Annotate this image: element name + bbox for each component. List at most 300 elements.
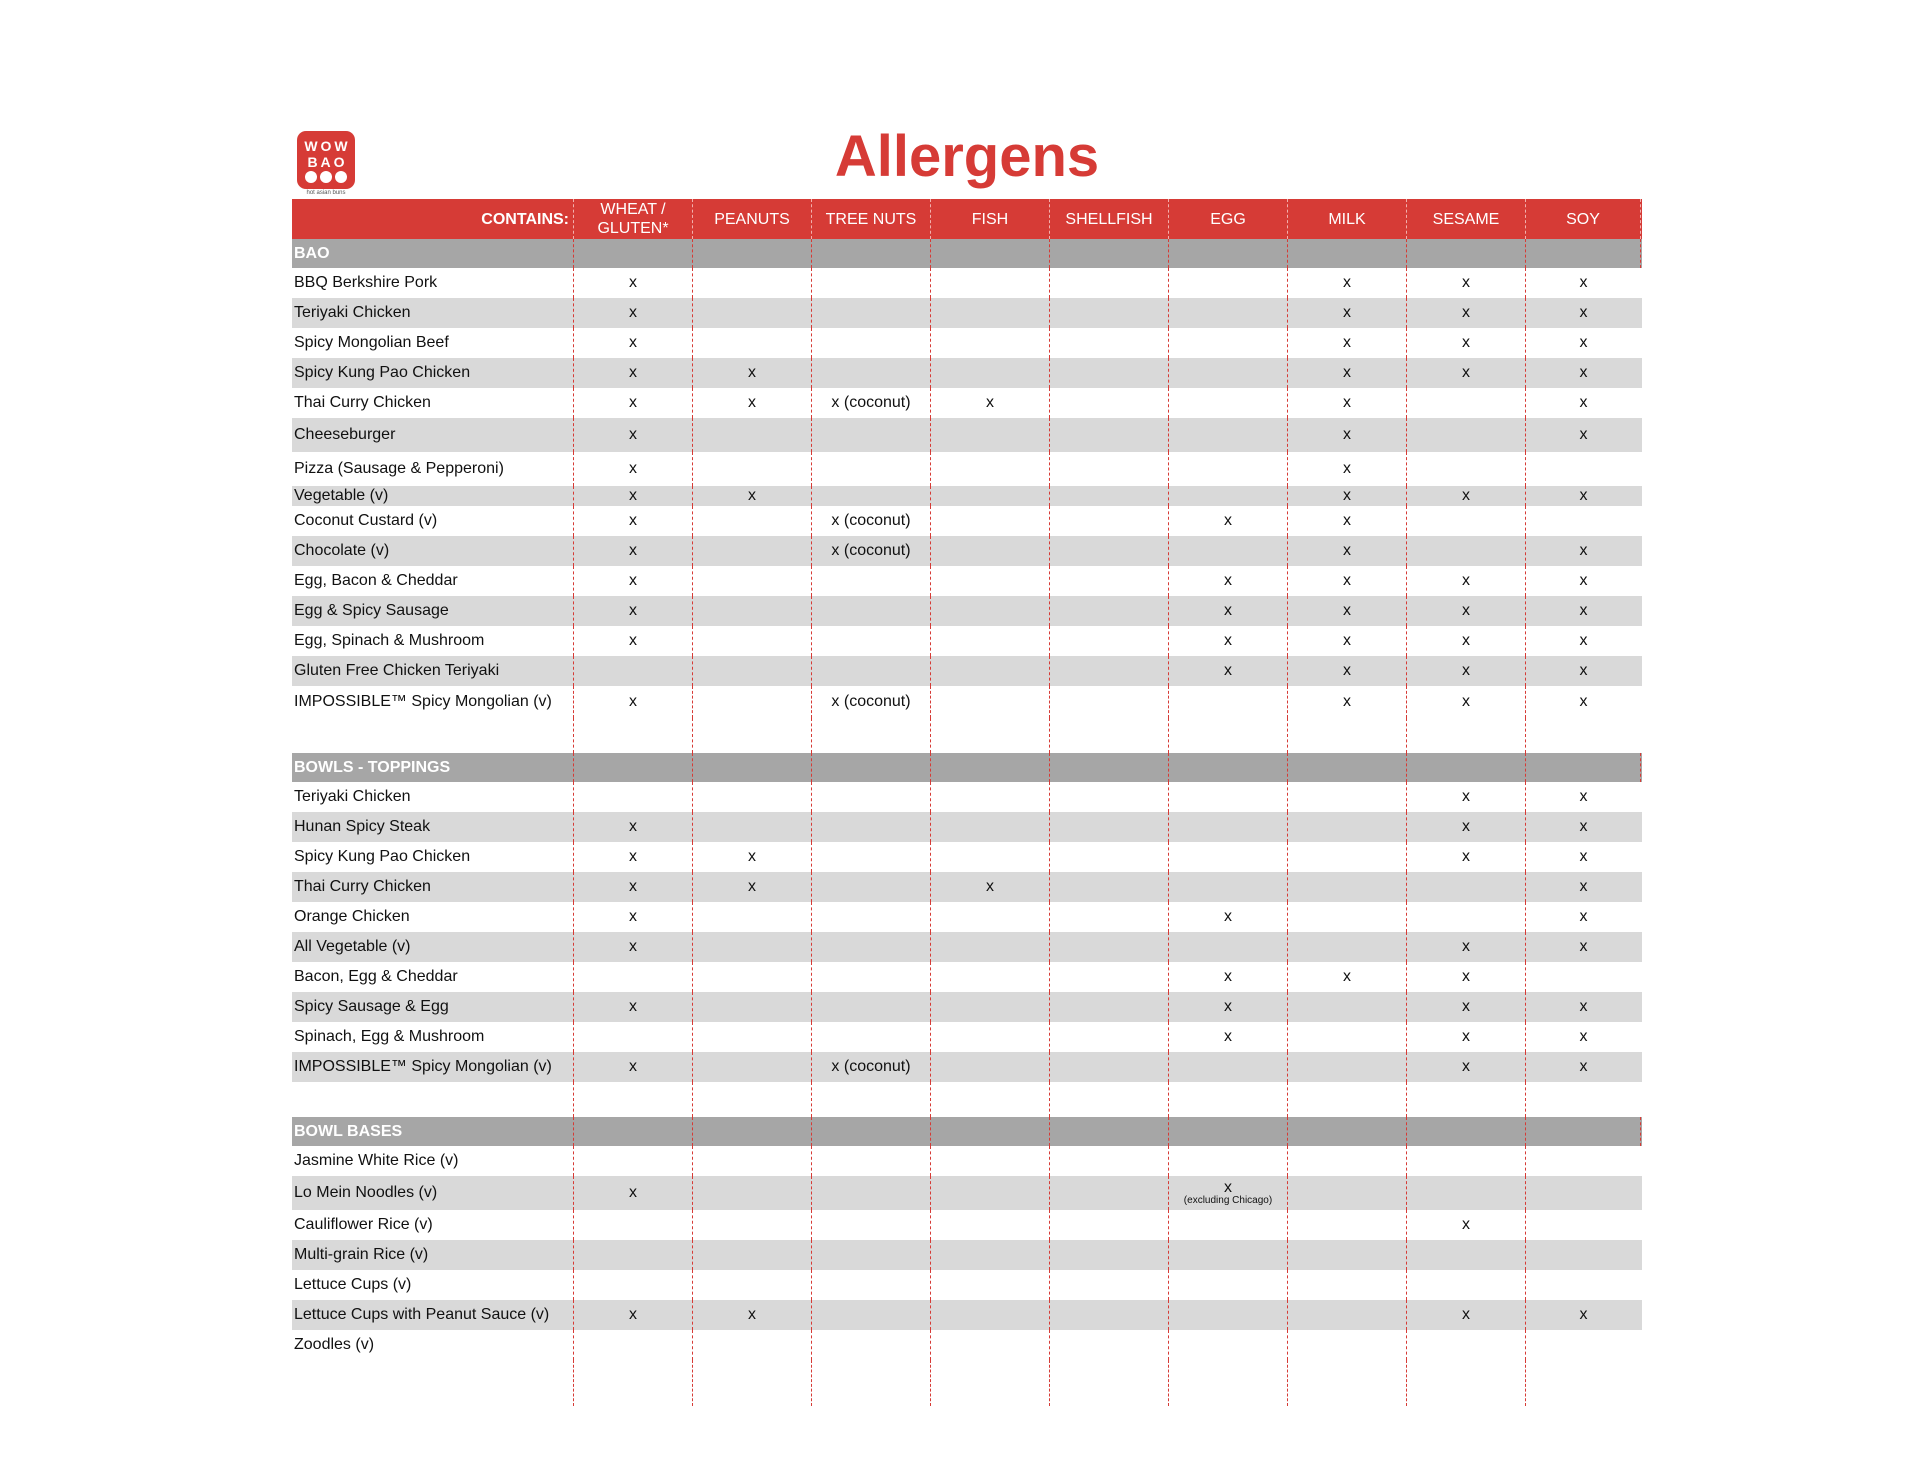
allergen-cell: [693, 506, 812, 536]
item-name: Cauliflower Rice (v): [292, 1210, 574, 1240]
allergen-cell: x: [1579, 878, 1588, 895]
section-cell: [693, 753, 812, 782]
contains-label: CONTAINS:: [292, 199, 574, 239]
allergen-cell: x: [574, 388, 693, 418]
allergen-cell: x: [574, 418, 693, 452]
allergen-cell: [1169, 452, 1288, 486]
allergen-cell: [1407, 902, 1526, 932]
allergen-cell: [693, 656, 812, 686]
section-spacer: [292, 1360, 1642, 1406]
allergen-cell: [931, 1146, 1050, 1176]
allergen-cell: [931, 452, 1050, 486]
table-row: [292, 1176, 1642, 1210]
allergen-cell: [1169, 872, 1288, 902]
section-cell: [1050, 753, 1169, 782]
section-cell: [812, 239, 931, 268]
allergen-cell: x: [1407, 1022, 1526, 1052]
item-name: Egg & Spicy Sausage: [292, 596, 574, 626]
allergen-cell: x: [1579, 1028, 1588, 1045]
section-title: BOWLS - TOPPINGS: [292, 753, 574, 782]
spacer-cell: [292, 1360, 574, 1406]
item-name: Bacon, Egg & Cheddar: [292, 962, 574, 992]
column-header: MILK: [1288, 199, 1407, 239]
allergen-cell: [1050, 328, 1169, 358]
allergen-cell: [931, 1330, 1050, 1360]
allergen-cell: x: [1579, 426, 1588, 443]
column-header: TREE NUTS: [812, 199, 931, 239]
allergen-cell: [1050, 298, 1169, 328]
allergen-cell: [931, 1210, 1050, 1240]
allergen-cell: x: [1407, 782, 1526, 812]
allergen-cell: [1050, 1240, 1169, 1270]
item-name: Thai Curry Chicken: [292, 388, 574, 418]
allergen-cell: [1169, 268, 1288, 298]
allergen-cell: [812, 992, 931, 1022]
allergen-cell: [1288, 1330, 1407, 1360]
allergen-cell: x (coconut): [812, 388, 931, 418]
allergen-cell: [693, 596, 812, 626]
allergen-cell: x: [1169, 566, 1288, 596]
table-row: [292, 1146, 1642, 1176]
allergen-cell: x: [1579, 602, 1588, 619]
allergen-cell: x: [1169, 626, 1288, 656]
allergen-cell: x: [1169, 962, 1288, 992]
column-header: SESAME: [1407, 199, 1526, 239]
item-name: IMPOSSIBLE™ Spicy Mongolian (v): [292, 1052, 574, 1082]
table-row: [292, 1240, 1642, 1270]
spacer-cell: [1526, 1360, 1641, 1406]
spacer-cell: [693, 1082, 812, 1117]
allergen-cell: x (coconut): [812, 506, 931, 536]
allergen-cell: [1050, 452, 1169, 486]
item-name: Egg, Spinach & Mushroom: [292, 626, 574, 656]
table-row: [292, 268, 1642, 298]
allergen-cell: x: [574, 1052, 693, 1082]
allergen-cell: [931, 842, 1050, 872]
allergen-cell: [931, 328, 1050, 358]
allergen-cell: [1288, 812, 1407, 842]
allergen-cell: x: [1407, 268, 1526, 298]
allergen-cell: x: [1407, 656, 1526, 686]
allergen-cell: x: [1288, 626, 1407, 656]
logo-tagline: hot asian buns: [306, 190, 346, 196]
allergen-cell: [931, 536, 1050, 566]
allergen-cell: x: [1288, 506, 1407, 536]
table-row: [292, 388, 1642, 418]
allergen-cell: [1050, 486, 1169, 506]
allergen-cell: [574, 1146, 693, 1176]
allergen-cell: [693, 1022, 812, 1052]
spacer-cell: [1050, 1360, 1169, 1406]
allergen-cell: [693, 626, 812, 656]
spacer-cell: [1526, 1082, 1641, 1117]
allergen-cell: x: [1407, 596, 1526, 626]
allergen-cell: [1169, 1330, 1288, 1360]
allergen-cell: x: [574, 1300, 693, 1330]
table-row: [292, 486, 1642, 506]
section-cell: [1050, 239, 1169, 268]
allergen-cell: [693, 328, 812, 358]
allergen-cell: x: [1579, 998, 1588, 1015]
spacer-cell: [1407, 1360, 1526, 1406]
allergen-cell: [812, 328, 931, 358]
allergen-cell: x: [1288, 596, 1407, 626]
allergen-cell: x: [574, 536, 693, 566]
spacer-cell: [1050, 718, 1169, 753]
allergen-cell: [1050, 902, 1169, 932]
allergen-cell: [812, 1210, 931, 1240]
allergen-cell: [931, 626, 1050, 656]
allergen-cell: [1050, 992, 1169, 1022]
allergen-cell: [1050, 596, 1169, 626]
allergen-cell: x: [1407, 298, 1526, 328]
allergen-cell: [1169, 486, 1288, 506]
table-row: [292, 566, 1642, 596]
allergen-cell: [1169, 536, 1288, 566]
allergen-cell: [1050, 388, 1169, 418]
spacer-cell: [931, 718, 1050, 753]
allergen-cell: x: [1579, 693, 1588, 710]
allergen-cell: [1288, 1146, 1407, 1176]
allergen-cell: [1288, 932, 1407, 962]
allergen-cell: [931, 1052, 1050, 1082]
allergen-cell: [931, 1176, 1050, 1210]
column-header: PEANUTS: [693, 199, 812, 239]
item-name: Spinach, Egg & Mushroom: [292, 1022, 574, 1052]
allergen-cell: [1169, 418, 1288, 452]
item-name: Chocolate (v): [292, 536, 574, 566]
allergen-cell: [1526, 1176, 1641, 1210]
allergen-cell: x: [1579, 542, 1588, 559]
allergen-cell: [1050, 626, 1169, 656]
allergen-cell: x: [574, 1176, 693, 1210]
table-row: [292, 962, 1642, 992]
allergen-cell: [812, 268, 931, 298]
item-name: Zoodles (v): [292, 1330, 574, 1360]
spacer-cell: [693, 718, 812, 753]
allergen-cell: [1288, 1022, 1407, 1052]
allergen-cell: [1169, 388, 1288, 418]
allergen-cell: x: [1579, 1306, 1588, 1323]
table-row: [292, 536, 1642, 566]
allergen-cell: [1050, 1330, 1169, 1360]
allergen-cell: x: [1288, 452, 1407, 486]
column-header: FISH: [931, 199, 1050, 239]
allergen-cell: x: [574, 932, 693, 962]
allergen-cell: [574, 1210, 693, 1240]
table-row: [292, 506, 1642, 536]
allergen-cell: x: [1579, 394, 1588, 411]
allergen-cell: [1526, 1330, 1641, 1360]
allergen-cell: x: [1579, 848, 1588, 865]
spacer-cell: [1050, 1082, 1169, 1117]
section-header-row: [292, 753, 1642, 782]
section-cell: [1169, 1117, 1288, 1146]
allergen-cell: x (coconut): [812, 1052, 931, 1082]
allergen-cell: x: [1579, 938, 1588, 955]
spacer-cell: [574, 1360, 693, 1406]
allergen-cell: x: [574, 358, 693, 388]
allergen-cell: [1407, 1330, 1526, 1360]
allergen-cell: x: [1579, 1058, 1588, 1075]
section-spacer: [292, 718, 1642, 753]
allergen-cell: [1050, 962, 1169, 992]
allergen-cell: x: [1169, 1022, 1288, 1052]
allergen-cell: [693, 1176, 812, 1210]
allergen-cell: [931, 1270, 1050, 1300]
allergen-cell: x: [693, 388, 812, 418]
allergen-cell: [1407, 872, 1526, 902]
allergen-cell: x: [1407, 358, 1526, 388]
allergen-cell: [931, 596, 1050, 626]
allergen-cell: [1407, 388, 1526, 418]
allergen-cell: x: [693, 1300, 812, 1330]
column-header: SOY: [1526, 199, 1641, 239]
allergen-cell: [1050, 1270, 1169, 1300]
allergen-cell: x: [1169, 596, 1288, 626]
item-name: Spicy Kung Pao Chicken: [292, 358, 574, 388]
allergen-cell: [1050, 358, 1169, 388]
item-name: Orange Chicken: [292, 902, 574, 932]
allergen-cell: [812, 566, 931, 596]
allergen-cell: [812, 656, 931, 686]
section-cell: [1288, 753, 1407, 782]
section-cell: [1526, 753, 1641, 782]
allergen-cell: [931, 686, 1050, 718]
allergen-cell: [931, 1022, 1050, 1052]
item-name: Vegetable (v): [292, 486, 574, 506]
allergen-cell: [1169, 328, 1288, 358]
item-name: Lettuce Cups with Peanut Sauce (v): [292, 1300, 574, 1330]
allergen-cell: [574, 1240, 693, 1270]
allergen-cell: [812, 1330, 931, 1360]
allergen-cell: [693, 962, 812, 992]
allergen-cell: [812, 298, 931, 328]
allergen-cell: x: [574, 328, 693, 358]
section-cell: [693, 1117, 812, 1146]
item-name: Lo Mein Noodles (v): [292, 1176, 574, 1210]
allergen-cell: [812, 452, 931, 486]
section-header-row: [292, 239, 1642, 268]
allergen-cell: [1288, 902, 1407, 932]
allergen-cell: [1169, 686, 1288, 718]
allergen-cell: [574, 1270, 693, 1300]
allergen-cell: [931, 486, 1050, 506]
allergen-cell: x: [1579, 487, 1588, 504]
item-name: Pizza (Sausage & Pepperoni): [292, 452, 574, 486]
table-row: [292, 932, 1642, 962]
spacer-cell: [812, 1360, 931, 1406]
spacer-cell: [1169, 1082, 1288, 1117]
allergen-cell: [931, 902, 1050, 932]
allergen-cell: x: [1407, 992, 1526, 1022]
allergen-cell: [1526, 962, 1641, 992]
table-row: [292, 1022, 1642, 1052]
item-name: All Vegetable (v): [292, 932, 574, 962]
section-cell: [931, 1117, 1050, 1146]
item-name: Teriyaki Chicken: [292, 298, 574, 328]
allergen-cell: x: [574, 842, 693, 872]
allergen-cell: [931, 358, 1050, 388]
allergen-cell: x: [574, 452, 693, 486]
allergen-cell: x: [1288, 268, 1407, 298]
spacer-cell: [1288, 1082, 1407, 1117]
allergen-cell: [1169, 298, 1288, 328]
allergen-cell: x: [1169, 902, 1288, 932]
allergen-cell: [1050, 656, 1169, 686]
table-row: [292, 812, 1642, 842]
allergen-cell: x: [574, 566, 693, 596]
allergen-cell: [1169, 782, 1288, 812]
item-name: IMPOSSIBLE™ Spicy Mongolian (v): [292, 686, 574, 718]
spacer-cell: [1526, 718, 1641, 753]
item-name: Spicy Sausage & Egg: [292, 992, 574, 1022]
spacer-cell: [812, 718, 931, 753]
allergen-cell: [1288, 1052, 1407, 1082]
allergen-cell: [931, 782, 1050, 812]
allergen-cell: x: [1288, 298, 1407, 328]
allergen-cell: x: [1288, 388, 1407, 418]
table-row: [292, 842, 1642, 872]
allergen-cell: x: [574, 486, 693, 506]
section-cell: [931, 753, 1050, 782]
section-cell: [1050, 1117, 1169, 1146]
allergen-cell: [931, 962, 1050, 992]
table-row: [292, 626, 1642, 656]
allergen-cell: [1169, 1300, 1288, 1330]
allergen-cell: x: [1579, 818, 1588, 835]
allergen-cell: [1169, 1146, 1288, 1176]
allergen-cell: x: [1579, 788, 1588, 805]
table-row: [292, 902, 1642, 932]
allergen-cell: [1050, 686, 1169, 718]
allergen-cell: x: [931, 872, 1050, 902]
spacer-cell: [292, 1082, 574, 1117]
allergen-cell: x: [1579, 304, 1588, 321]
section-cell: [812, 753, 931, 782]
column-header: SHELLFISH: [1050, 199, 1169, 239]
spacer-cell: [1169, 718, 1288, 753]
allergen-cell: x: [574, 992, 693, 1022]
spacer-cell: [1407, 718, 1526, 753]
allergen-cell: [1169, 842, 1288, 872]
allergen-cell: [693, 902, 812, 932]
section-cell: [931, 239, 1050, 268]
allergen-cell: [812, 932, 931, 962]
allergen-cell: x: [574, 872, 693, 902]
allergen-cell: [693, 932, 812, 962]
table-row: [292, 298, 1642, 328]
section-cell: [574, 753, 693, 782]
allergen-cell: [1050, 842, 1169, 872]
column-header: EGG: [1169, 199, 1288, 239]
item-name: Coconut Custard (v): [292, 506, 574, 536]
allergen-cell: [931, 992, 1050, 1022]
allergen-cell: x: [1407, 842, 1526, 872]
allergen-cell: [1526, 506, 1641, 536]
item-name: Spicy Kung Pao Chicken: [292, 842, 574, 872]
allergen-cell: [693, 418, 812, 452]
allergen-cell: x: [574, 902, 693, 932]
allergen-cell: [812, 962, 931, 992]
allergen-cell: [1407, 418, 1526, 452]
allergen-cell: x: [1407, 486, 1526, 506]
allergen-cell: [1526, 1146, 1641, 1176]
allergen-cell: [1050, 1300, 1169, 1330]
table-row: [292, 872, 1642, 902]
logo-wordmark-top: WOW: [304, 137, 351, 154]
allergen-cell: [1288, 842, 1407, 872]
allergen-cell: [1288, 1210, 1407, 1240]
allergen-cell: [1050, 506, 1169, 536]
allergen-cell: x: [1288, 656, 1407, 686]
allergen-cell: [1050, 268, 1169, 298]
allergen-cell: [1050, 1052, 1169, 1082]
allergen-cell: [812, 902, 931, 932]
allergen-cell: [693, 686, 812, 718]
spacer-cell: [1288, 718, 1407, 753]
allergen-cell: [693, 268, 812, 298]
allergen-cell: x: [1579, 662, 1588, 679]
allergen-cell: [1169, 1210, 1288, 1240]
allergen-cell: [1407, 1176, 1526, 1210]
allergen-cell: [1050, 1022, 1169, 1052]
allergen-cell: [1526, 1270, 1641, 1300]
allergen-cell: x (excluding Chicago): [1169, 1176, 1288, 1210]
allergen-cell: [1050, 1210, 1169, 1240]
allergen-cell: [1050, 1176, 1169, 1210]
allergen-cell: [1169, 812, 1288, 842]
spacer-cell: [574, 1082, 693, 1117]
allergen-cell: x: [693, 872, 812, 902]
allergen-cell: [931, 932, 1050, 962]
allergen-cell: [812, 1300, 931, 1330]
allergen-cell: [693, 1240, 812, 1270]
allergen-cell: [1169, 932, 1288, 962]
allergen-cell: [812, 1022, 931, 1052]
section-cell: [1288, 239, 1407, 268]
allergen-cell: x: [1407, 686, 1526, 718]
allergen-cell: [1526, 1210, 1641, 1240]
section-cell: [1169, 753, 1288, 782]
allergen-cell: x: [1579, 632, 1588, 649]
allergen-cell: [1169, 358, 1288, 388]
item-name: Cheeseburger: [292, 418, 574, 452]
spacer-cell: [931, 1082, 1050, 1117]
page-title: Allergens: [834, 124, 1100, 189]
allergen-cell: x: [1407, 328, 1526, 358]
allergen-cell: x: [1407, 626, 1526, 656]
allergen-cell: [812, 1270, 931, 1300]
allergen-cell: [1407, 1146, 1526, 1176]
section-cell: [1526, 239, 1641, 268]
allergen-cell: [574, 782, 693, 812]
allergen-cell: [812, 1146, 931, 1176]
allergen-cell: [1288, 1300, 1407, 1330]
allergen-cell: [1050, 782, 1169, 812]
allergen-cell: [693, 452, 812, 486]
allergen-cell: [931, 298, 1050, 328]
allergen-cell: [1407, 506, 1526, 536]
allergen-cell: [1169, 1240, 1288, 1270]
section-cell: [1407, 239, 1526, 268]
spacer-cell: [693, 1360, 812, 1406]
item-name: Egg, Bacon & Cheddar: [292, 566, 574, 596]
allergen-cell: [1050, 418, 1169, 452]
table-row: [292, 1300, 1642, 1330]
item-name: Jasmine White Rice (v): [292, 1146, 574, 1176]
table-row: [292, 1210, 1642, 1240]
